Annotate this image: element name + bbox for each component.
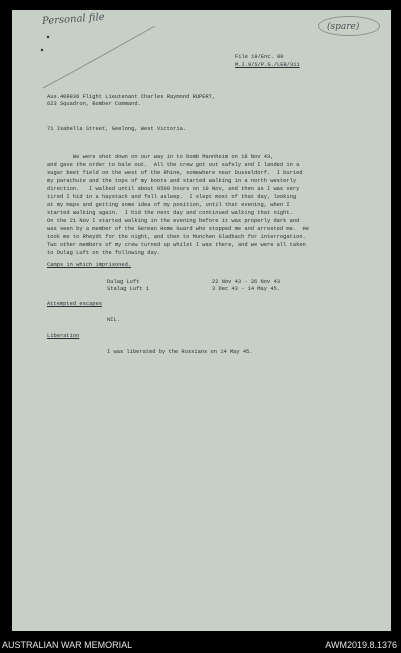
pencil-curve-mark — [35, 20, 165, 95]
reference-code: M.I.9/S/P.G./LEB/311 — [235, 62, 300, 68]
handwritten-note-personal-file: Personal file — [41, 11, 106, 28]
handwritten-note-spare: (spare) — [327, 22, 360, 32]
camps-heading: Camps in which imprisoned. — [47, 262, 132, 268]
liberation-text: I was liberated by the Russians on 14 May 45. — [107, 349, 253, 355]
narrative-line: and gave the order to bale out. All the crew got out safely and I landed in a — [47, 162, 300, 168]
narrative-line: was seen by a member of the German Home Guard who stopped me and arrested me. He — [47, 226, 310, 232]
narrative-line: direction. I walked until about 0500 hours on 19 Nov, and then as I was very — [47, 186, 300, 192]
subject-service-line: Aus.409836 Flight Lieutenant Charles Raymond RUPERT, — [47, 94, 216, 100]
camp-dates: 22 Nov 43 - 26 Nov 43 — [212, 279, 280, 285]
narrative-line: started walking again. I hid the next day and continued walking that night. — [47, 210, 293, 216]
camp-dates: 3 Dec 43 - 14 May 45. — [212, 286, 280, 292]
narrative-line: sugar beet field on the west of the Rhine, somewhere near Dusseldorf. I buried — [47, 170, 303, 176]
subject-address: 71 Isabella Street, Geelong, West Victoria. — [47, 126, 187, 132]
narrative-line: tired I hid in a haystack and fell asleep. I slept most of that day, looking — [47, 194, 297, 200]
narrative-line: On the 21 Nov I started walking in the evening before it was properly dark and — [47, 218, 300, 224]
narrative-line: my parachute and the tops of my boots and started walking in a north westerly — [47, 178, 297, 184]
narrative-line: to Dulag Luft on the following day. — [47, 250, 161, 256]
subject-unit-line: 623 Squadron, Bomber Command. — [47, 101, 141, 107]
narrative-line: We were shot down on our way in to bomb Mannheim on 18 Nov 43, — [47, 154, 274, 160]
camp-name: Stalag Luft 1 — [107, 286, 150, 292]
escapes-value: NIL. — [107, 317, 120, 323]
pencil-circle-mark — [318, 16, 380, 36]
narrative-line: at my maps and getting some idea of my position, until that evening, when I — [47, 202, 290, 208]
narrative-line: Two other members of my crew turned up whilst I was there, and we were all taken — [47, 242, 306, 248]
file-reference: File 19/Enc. 80 — [235, 54, 284, 60]
camp-name: Dulag Luft — [107, 279, 140, 285]
escapes-heading: Attempted escapes — [47, 301, 102, 307]
narrative-line: took me to Rheydt for the night, and then to Munchen Gladbach for interrogation. — [47, 234, 306, 240]
footer-institution: AUSTRALIAN WAR MEMORIAL — [2, 640, 133, 650]
liberation-heading: Liberation — [47, 333, 80, 339]
footer-accession-number: AWM2019.8.1376 — [325, 640, 397, 650]
